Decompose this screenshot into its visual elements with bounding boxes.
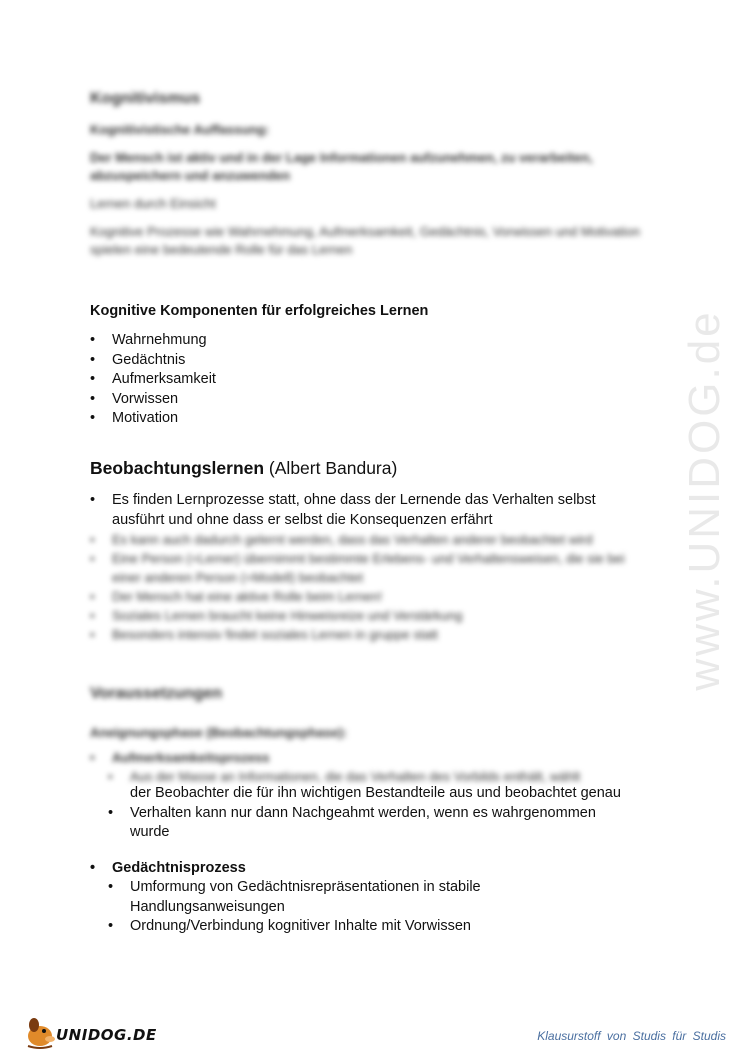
observation-heading-author: (Albert Bandura) — [264, 458, 398, 478]
memory-title: • Gedächtnisprozess — [90, 859, 670, 879]
intro-paragraph-1: Der Mensch ist aktiv und in der Lage Informationen aufzunehmen, zu verarbeiten, abzuspeichern und anzuwenden — [90, 150, 593, 183]
footer-tagline: Klausurstoff von Studis für Studis — [537, 1029, 726, 1043]
list-item: • Umformung von Gedächtnisrepräsentationen in stabile Handlungsanweisungen — [108, 878, 528, 917]
subtitle-auffassung: Kognitivistische Auffassung: — [90, 122, 270, 137]
components-heading: Kognitive Komponenten für erfolgreiches Lernen — [90, 303, 429, 319]
observation-section — [90, 458, 670, 644]
attention-sub-list — [108, 804, 628, 843]
attention-detail — [90, 768, 670, 843]
components-list — [90, 331, 670, 429]
list-item: • Aufmerksamkeit — [90, 370, 670, 390]
list-item: • Soziales Lernen braucht keine Hinweisreize und Verstärkung — [90, 606, 650, 625]
list-item: • Wahrnehmung — [90, 331, 670, 351]
list-item: • Es finden Lernprozesse statt, ohne dass der Lernende das Verhalten selbst ausführt und ohne dass er selbst die Konsequenzen erfährt — [90, 491, 650, 530]
intro-paragraph-3: Kognitive Prozesse wie Wahrnehmung, Aufmerksamkeit, Gedächtnis, Vorwissen und Motivation spielen eine bedeutende Rolle für das Lernen — [90, 224, 641, 257]
attention-title: • Aufmerksamkeitsprozess — [90, 748, 670, 768]
requirements-section — [90, 685, 670, 937]
memory-list — [90, 859, 670, 879]
list-item: • Es kann auch dadurch gelernt werden, dass das Verhalten anderer beobachtet wird — [90, 530, 650, 549]
list-item: • Besonders intensiv findet soziales Lernen in gruppe statt — [90, 625, 650, 644]
list-item: • Vorwissen — [90, 390, 670, 410]
section-title-kognitivismus: Kognitivismus — [90, 90, 201, 107]
memory-sub-list — [108, 878, 528, 937]
logo-text: UNIDOG.DE — [56, 1026, 157, 1044]
list-item: • Ordnung/Verbindung kognitiver Inhalte mit Vorwissen — [108, 917, 528, 937]
observation-heading-bold: Beobachtungslernen — [90, 458, 265, 478]
attention-sharp-line: der Beobachter die für ihn wichtigen Bestandteile aus und beobachtet genau — [130, 784, 621, 801]
intro-paragraph-2: Lernen durch Einsicht — [90, 196, 216, 211]
attention-blurred-line: • Aus der Masse an Informationen, die das Verhalten des Vorbilds enthält, wählt — [108, 768, 581, 784]
list-item: • Verhalten kann nur dann Nachgeahmt werden, wenn es wahrgenommen wurde — [108, 804, 628, 843]
list-item: • Eine Person (=Lerner) übernimmt bestimmte Erlebens- und Verhaltensweisen, die sie bei einer anderen Person (=Modell) beobachtet — [90, 549, 650, 587]
list-item: • Gedächtnis — [90, 351, 670, 371]
list-item: • Motivation — [90, 409, 670, 429]
watermark: www.UNIDOG.de — [680, 309, 729, 691]
phase-heading: Aneignungsphase (Beobachtungsphase): — [90, 725, 348, 740]
list-item: • Der Mensch hat eine aktive Rolle beim Lernen! — [90, 587, 650, 606]
components-section — [90, 303, 670, 429]
attention-list — [90, 748, 670, 768]
unidog-logo — [22, 1012, 157, 1050]
blurred-intro — [90, 90, 670, 259]
observation-list — [90, 491, 650, 530]
observation-blurred-list — [90, 530, 650, 644]
observation-heading — [90, 458, 670, 479]
requirements-heading: Voraussetzungen — [90, 685, 223, 702]
